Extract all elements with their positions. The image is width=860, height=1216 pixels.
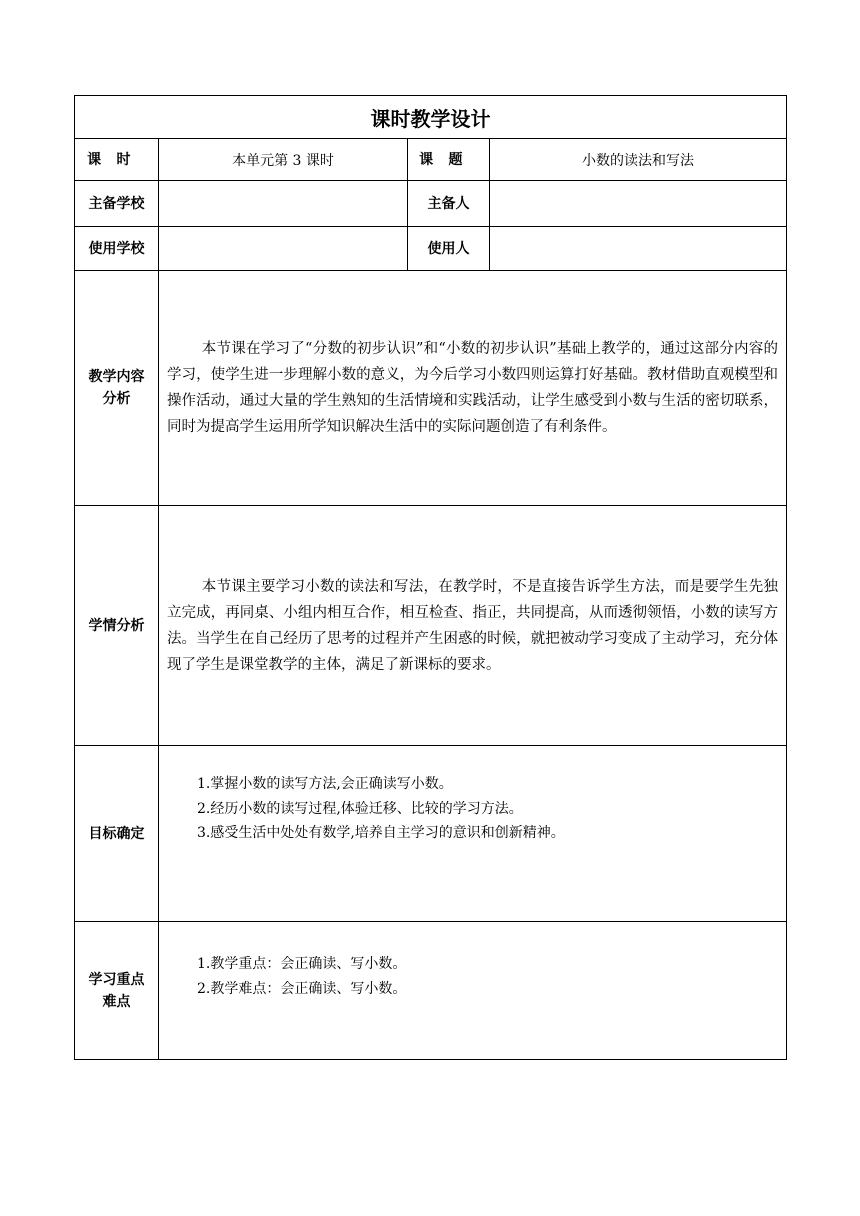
content-analysis-cell bbox=[159, 271, 787, 506]
main-preparer-value bbox=[490, 181, 787, 227]
topic-value: 小数的读法和写法 bbox=[490, 139, 787, 181]
goals-cell bbox=[159, 746, 787, 922]
title-row bbox=[75, 96, 787, 139]
main-school-row bbox=[75, 181, 787, 227]
content-analysis-label-line2: 分析 bbox=[102, 391, 131, 407]
content-analysis-label-line1: 教学内容 bbox=[88, 369, 145, 385]
key-points-list bbox=[159, 952, 786, 1001]
table-title: 课时教学设计 bbox=[75, 96, 787, 139]
goals-list bbox=[159, 772, 786, 846]
key-points-row bbox=[75, 922, 787, 1060]
user-value bbox=[490, 227, 787, 271]
main-school-label: 主备学校 bbox=[75, 181, 159, 227]
student-analysis-row bbox=[75, 506, 787, 746]
lesson-plan-table bbox=[74, 95, 787, 1060]
goals-label: 目标确定 bbox=[75, 746, 159, 922]
user-school-label: 使用学校 bbox=[75, 227, 159, 271]
content-analysis-label bbox=[75, 271, 159, 506]
goal-item-1: 1.掌握小数的读写方法,会正确读写小数。 bbox=[197, 776, 453, 792]
lesson-label: 课时 bbox=[75, 139, 159, 181]
lesson-value: 本单元第 3 课时 bbox=[159, 139, 408, 181]
user-school-row bbox=[75, 227, 787, 271]
key-points-label-line2: 难点 bbox=[102, 993, 131, 1010]
main-preparer-label: 主备人 bbox=[408, 181, 490, 227]
goals-row bbox=[75, 746, 787, 922]
student-analysis-text: 本节课主要学习小数的读法和写法，在教学时，不是直接告诉学生方法，而是要学生先独立完成，再同桌、小组内相互合作，相互检查、指正，共同提高，从而透彻领悟，小数的读写方法。当学生在自己经历了思考的过程并产生困惑的时候，就把被动学习变成了主动学习，充分体现了学生是课堂教学的主体，满足了新课标的要求。 bbox=[167, 578, 778, 673]
user-label: 使用人 bbox=[408, 227, 490, 271]
lesson-row bbox=[75, 139, 787, 181]
goal-item-3: 3.感受生活中处处有数学,培养自主学习的意识和创新精神。 bbox=[197, 825, 565, 841]
key-points-cell bbox=[159, 922, 787, 1060]
user-school-value bbox=[159, 227, 408, 271]
content-analysis-text: 本节课在学习了“分数的初步认识”和“小数的初步认识”基础上教学的，通过这部分内容的学习，使学生进一步理解小数的意义，为今后学习小数四则运算打好基础。教材借助直观模型和操作活动，通过大量的学生熟知的生活情境和实践活动，让学生感受到小数与生活的密切联系，同时为提高学生运用所学知识解决生活中的实际问题创造了有利条件。 bbox=[167, 341, 778, 435]
student-analysis-cell bbox=[159, 506, 787, 746]
key-point-item-1: 1.教学重点：会正确读、写小数。 bbox=[197, 956, 407, 972]
main-school-value bbox=[159, 181, 408, 227]
key-points-label bbox=[75, 922, 159, 1060]
content-analysis-row bbox=[75, 271, 787, 506]
student-analysis-label: 学情分析 bbox=[75, 506, 159, 746]
key-point-item-2: 2.教学难点：会正确读、写小数。 bbox=[197, 980, 407, 997]
goal-item-2: 2.经历小数的读写过程,体验迁移、比较的学习方法。 bbox=[197, 800, 523, 817]
topic-label: 课题 bbox=[408, 139, 490, 181]
key-points-label-line1: 学习重点 bbox=[88, 971, 145, 988]
